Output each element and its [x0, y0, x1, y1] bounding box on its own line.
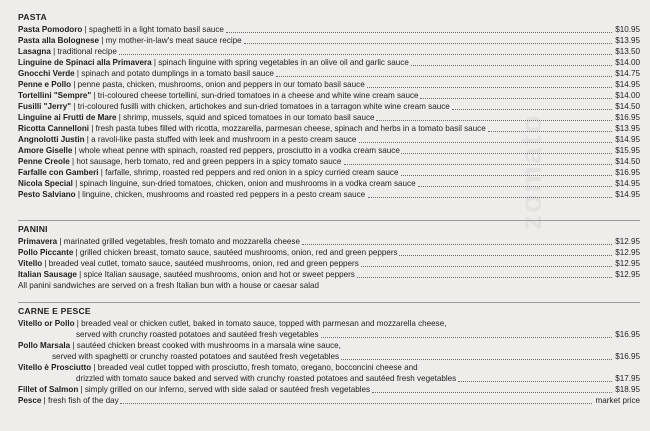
dot-leader	[321, 337, 612, 338]
item-name: Vitello or Pollo	[18, 319, 75, 328]
item-price: $16.95	[615, 113, 640, 122]
item-description: | spaghetti in a light tomato basil sauce	[82, 25, 224, 34]
item-name: Pesto Salviano	[18, 190, 76, 199]
menu-item	[18, 269, 640, 280]
item-description: | shrimp, mussels, squid and spiced tomatoes in our tomato basil sauce	[116, 113, 375, 122]
menu-item-continued	[18, 351, 640, 362]
dot-leader	[488, 131, 612, 132]
dot-leader	[341, 359, 612, 360]
item-description: | tri-coloured cheese tortellini, sun-dried tomatoes in a cheese and white wine cream sauce	[91, 91, 419, 100]
item-name: Vitello	[18, 259, 43, 268]
item-description: | linguine, chicken, mushrooms and roasted red peppers in a pesto cream sauce	[75, 190, 366, 199]
item-description: | traditional recipe	[50, 47, 117, 56]
item-name: Fillet of Salmon	[18, 385, 79, 394]
item-price: $12.95	[615, 270, 640, 279]
item-price: $15.95	[615, 146, 640, 155]
dot-leader	[226, 32, 612, 33]
item-price: $14.95	[615, 179, 640, 188]
menu-item	[18, 46, 640, 57]
section-divider	[18, 302, 640, 303]
item-description-continued: served with crunchy roasted potatoes and sautéed fresh vegetables	[76, 330, 319, 339]
menu-item	[18, 178, 640, 189]
item-price: $14.00	[615, 91, 640, 100]
item-name: Penne Creole	[18, 157, 70, 166]
dot-leader	[302, 244, 612, 245]
dot-leader	[359, 142, 612, 143]
pasta-section	[18, 12, 640, 200]
menu-item	[18, 258, 640, 269]
item-name: Gnocchi Verde	[18, 69, 75, 78]
item-price: $14.95	[615, 190, 640, 199]
item-price: $14.50	[615, 102, 640, 111]
menu-item	[18, 340, 640, 351]
item-name: Primavera	[18, 237, 58, 246]
item-name: Vitello è Prosciutto	[18, 363, 92, 372]
item-price: $12.95	[615, 248, 640, 257]
item-description: | a ravoli-like pasta stuffed with leek and mushroom in a pesto cream sauce	[84, 135, 357, 144]
dot-leader	[357, 277, 612, 278]
item-name: Nicola Special	[18, 179, 73, 188]
section-title-carne: CARNE E PESCE	[18, 306, 91, 316]
item-name: Linguine ai Frutti de Mare	[18, 113, 117, 122]
dot-leader	[452, 109, 612, 110]
item-price: $13.95	[615, 36, 640, 45]
item-description: | penne pasta, chicken, mushrooms, onion and peppers in our tomato basil sauce	[71, 80, 365, 89]
item-description: | marinated grilled vegetables, fresh tomato and mozzarella cheese	[57, 237, 300, 246]
dot-leader	[458, 381, 612, 382]
item-description: | fresh fish of the day	[41, 396, 119, 405]
item-name: Pasta Pomodoro	[18, 25, 83, 34]
menu-item-continued	[18, 373, 640, 384]
item-name: Italian Sausage	[18, 270, 77, 279]
menu-item	[18, 189, 640, 200]
item-description: | hot sausage, herb tomato, red and green peppers in a spicy tomato sauce	[69, 157, 342, 166]
dot-leader	[411, 65, 612, 66]
item-description: | spinach and potato dumplings in a tomato basil sauce	[74, 69, 274, 78]
item-name: Penne e Pollo	[18, 80, 72, 89]
menu-item	[18, 112, 640, 123]
dot-leader	[401, 153, 612, 154]
item-price: $10.95	[615, 25, 640, 34]
item-description: | farfalle, shrimp, roasted red peppers and red onion in a spicy curried cream sauce	[98, 168, 399, 177]
menu-item	[18, 384, 640, 395]
watermark: zomato	[515, 113, 548, 230]
dot-leader	[119, 54, 612, 55]
menu-item	[18, 145, 640, 156]
carne-section	[18, 306, 640, 406]
menu-item	[18, 24, 640, 35]
section-divider	[18, 220, 640, 221]
menu-item	[18, 156, 640, 167]
item-price: $16.95	[615, 352, 640, 361]
item-description: | spinach linguine, sun-dried tomatoes, chicken, onion and mushrooms in a vodka cream sauce	[72, 179, 416, 188]
panini-section	[18, 224, 640, 291]
item-description-continued: drizzled with tomato sauce baked and served with crunchy roasted potatoes and sautéed fresh vegetables	[76, 374, 457, 383]
menu-item	[18, 90, 640, 101]
menu-item	[18, 123, 640, 134]
item-description: | whole wheat penne with spinach, roasted red peppers, prosciutto in a vodka cream sauce	[72, 146, 400, 155]
menu-item	[18, 68, 640, 79]
item-description: | tri-coloured fusilli with chicken, artichokes and sun-dried tomatoes in a tarragon white wine cream sauce	[71, 102, 450, 111]
item-name: Tortellini "Sempre"	[18, 91, 92, 100]
item-price: $14.75	[615, 69, 640, 78]
item-name: Amore Giselle	[18, 146, 73, 155]
item-price: $16.95	[615, 168, 640, 177]
item-description-continued: served with spaghetti or crunchy roasted potatoes and sautéed fresh vegetables	[52, 352, 340, 361]
menu-item	[18, 236, 640, 247]
item-name: Fusilli "Jerry"	[18, 102, 72, 111]
dot-leader	[399, 255, 612, 256]
item-name: Pollo Marsala	[18, 341, 71, 350]
item-name: Farfalle con Gamberi	[18, 168, 99, 177]
menu-item	[18, 35, 640, 46]
item-price: $14.95	[615, 80, 640, 89]
item-description: | my mother-in-law's meat sauce recipe	[98, 36, 242, 45]
item-description: | fresh pasta tubes filled with ricotta, mozzarella, parmesan cheese, spinach and herbs in a tomato basil sauce	[89, 124, 486, 133]
menu-item	[18, 79, 640, 90]
menu-item	[18, 318, 640, 329]
dot-leader	[367, 87, 612, 88]
item-description: | breaded veal cutlet topped with prosciutto, fresh tomato, oregano, bocconcini cheese and	[91, 363, 418, 372]
dot-leader	[420, 98, 612, 99]
item-name: Pesce	[18, 396, 42, 405]
item-description: | grilled chicken breast, tomato sauce, sautéed mushrooms, onion, red and green peppers	[73, 248, 398, 257]
menu-item	[18, 167, 640, 178]
item-price: $16.95	[615, 330, 640, 339]
menu-item	[18, 247, 640, 258]
dot-leader	[344, 164, 612, 165]
item-name: Ricotta Cannelloni	[18, 124, 90, 133]
menu-item	[18, 57, 640, 68]
item-description: | spice Italian sausage, sautéed mushrooms, onion and hot or sweet peppers	[76, 270, 355, 279]
item-price: $12.95	[615, 259, 640, 268]
item-price: market price	[595, 396, 640, 405]
item-price: $18.95	[615, 385, 640, 394]
item-name: Linguine de Spinaci alla Primavera	[18, 58, 152, 67]
dot-leader	[361, 266, 612, 267]
item-price: $17.95	[615, 374, 640, 383]
section-title-pasta: PASTA	[18, 12, 47, 22]
item-price: $13.50	[615, 47, 640, 56]
item-description: | spinach linguine with spring vegetables in an olive oil and garlic sauce	[151, 58, 409, 67]
dot-leader	[418, 186, 612, 187]
menu-item	[18, 134, 640, 145]
item-description: | breaded veal or chicken cutlet, baked in tomato sauce, topped with parmesan and mozzarella cheese,	[74, 319, 447, 328]
item-name: Pollo Piccante	[18, 248, 74, 257]
section-note: All panini sandwiches are served on a fresh Italian bun with a house or caesar salad	[18, 281, 319, 290]
item-price: $14.95	[615, 135, 640, 144]
dot-leader	[372, 392, 612, 393]
dot-leader	[276, 76, 612, 77]
dot-leader	[120, 403, 592, 404]
item-name: Angnolotti Justin	[18, 135, 85, 144]
item-price: $12.95	[615, 237, 640, 246]
menu-item	[18, 395, 640, 406]
item-name: Pasta alla Bolognese	[18, 36, 99, 45]
item-price: $13.95	[615, 124, 640, 133]
section-title-panini: PANINI	[18, 224, 48, 234]
menu-item-continued	[18, 329, 640, 340]
item-price: $14.50	[615, 157, 640, 166]
item-description: | sautéed chicken breast cooked with mushrooms in a marsala wine sauce,	[70, 341, 341, 350]
menu-item	[18, 101, 640, 112]
dot-leader	[368, 197, 612, 198]
item-name: Lasagna	[18, 47, 51, 56]
item-description: | simply grilled on our inferno, served with side salad or sautéed fresh vegetables	[78, 385, 371, 394]
dot-leader	[244, 43, 612, 44]
item-description: | breaded veal cutlet, tomato sauce, sautéed mushrooms, onion, red and green peppers	[42, 259, 359, 268]
menu-item	[18, 362, 640, 373]
item-price: $14.00	[615, 58, 640, 67]
dot-leader	[401, 175, 612, 176]
dot-leader	[376, 120, 612, 121]
